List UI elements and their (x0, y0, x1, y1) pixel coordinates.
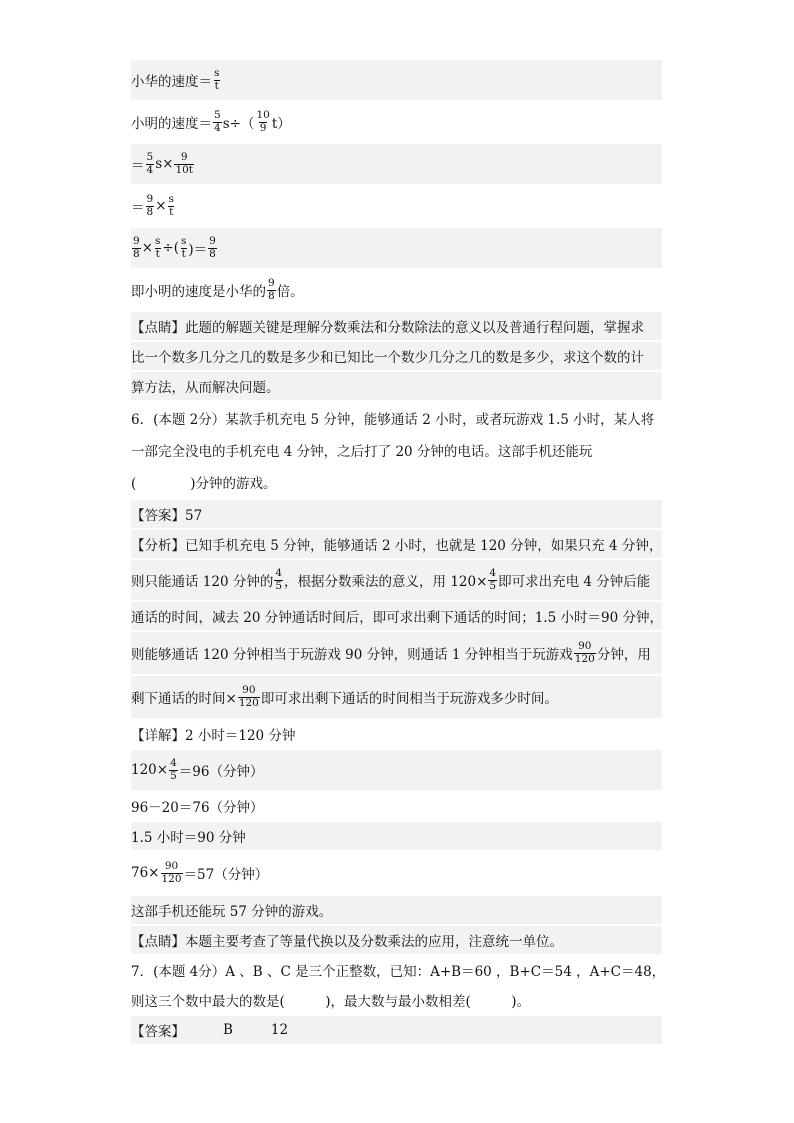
fraction: $\frac{4}{5}$ (489, 567, 497, 592)
analysis-line-1: 【分析】已知手机充电 5 分钟，能够通话 2 小时，也就是 120 分钟，如果只充 4 分钟， (131, 530, 662, 558)
dianjing-line-2: 比一个数多几分之几的数是多少和已知比一个数少几分之几的数是多少，求这个数的计 (131, 342, 662, 370)
question-6-line-2: 一部完全没电的手机充电 4 分钟，之后打了 20 分钟的电话。这部手机还能玩 (131, 444, 593, 460)
fraction: $\frac{9}{8}$ (146, 193, 154, 218)
detail-line-5: 76× $\frac{90}{120}$ ＝57（分钟） (131, 860, 269, 885)
fraction: $\frac{5}{4}$ (214, 109, 221, 134)
line-calc-1: ＝ $\frac{5}{4}$ s× $\frac{9}{10t}$ (131, 144, 662, 184)
fraction: $\frac{9}{8}$ (133, 235, 140, 260)
question-7-line-2: 则这三个数中最大的数是( )，最大数与最小数相差( )。 (131, 994, 531, 1010)
detail-line-1: 【详解】2 小时＝120 分钟 (131, 728, 296, 744)
analysis-line-2: 则只能通话 120 分钟的 $\frac{4}{5}$ ，根据分数乘法的意义，用 120× $\frac{4}{5}$ 即可求出充电 4 分钟后能 (131, 560, 662, 600)
detail-line-3: 96－20＝76（分钟） (131, 800, 264, 816)
fraction: $\frac{s}{t}$ (168, 193, 174, 218)
line-calc-3: $\frac{9}{8}$ × $\frac{s}{t}$ ÷( $\frac{s}{t}$ )＝ $\frac{9}{8}$ (131, 228, 662, 268)
fraction: $\frac{90}{120}$ (161, 860, 182, 885)
fraction: $\frac{5}{4}$ (146, 151, 154, 176)
line-xiaohua-speed: 小华的速度＝ $\frac{s}{t}$ (131, 60, 662, 100)
question-6-line-3: ( )分钟的游戏。 (131, 476, 277, 492)
line-conclusion: 即小明的速度是小华的 $\frac{9}{8}$ 倍。 (131, 277, 304, 302)
dianjing-6: 【点睛】本题主要考查了等量代换以及分数乘法的应用，注意统一单位。 (131, 926, 662, 954)
answer-7: 【答案】 B 12 (131, 1016, 662, 1044)
fraction: $\frac{90}{120}$ (238, 684, 259, 709)
fraction: $\frac{90}{120}$ (574, 640, 595, 665)
fraction: $\frac{s}{t}$ (214, 67, 220, 92)
analysis-line-4: 则能够通话 120 分钟相当于玩游戏 90 分钟，则通话 1 分钟相当于玩游戏 $\frac{90}{120}$ 分钟，用 (131, 632, 662, 674)
fraction: $\frac{10}{9}$ (256, 109, 270, 134)
line-calc-2: ＝ $\frac{9}{8}$ × $\frac{s}{t}$ (131, 193, 174, 218)
detail-line-2: 120× $\frac{4}{5}$ ＝96（分钟） (131, 750, 662, 790)
fraction: $\frac{9}{8}$ (268, 277, 275, 302)
answer-6: 【答案】57 (131, 500, 662, 528)
analysis-line-3: 通话的时间，减去 20 分钟通话时间后，即可求出剩下通话的时间；1.5 小时＝90 分钟， (131, 602, 662, 630)
detail-line-4: 1.5 小时＝90 分钟 (131, 822, 662, 850)
fraction: $\frac{9}{8}$ (209, 235, 216, 260)
fraction: $\frac{s}{t}$ (180, 235, 187, 260)
dianjing-line-1: 【点睛】此题的解题关键是理解分数乘法和分数除法的意义以及普通行程问题，掌握求 (131, 312, 662, 340)
fraction: $\frac{9}{10t}$ (175, 151, 194, 176)
question-7-line-1: 7．(本题 4分）A 、B 、C 是三个正整数，已知：A+B＝60 ，B+C＝54 ，A+C＝48， (131, 964, 666, 980)
question-6-line-1: 6．(本题 2分）某款手机充电 5 分钟，能够通话 2 小时，或者玩游戏 1.5 小时，某人将 (131, 412, 655, 428)
fraction: $\frac{4}{5}$ (170, 757, 177, 782)
analysis-line-5: 剩下通话的时间× $\frac{90}{120}$ 即可求出剩下通话的时间相当于玩游戏多少时间。 (131, 676, 662, 718)
detail-line-6: 这部手机还能玩 57 分钟的游戏。 (131, 896, 662, 924)
dianjing-line-3: 算方法，从而解决问题。 (131, 372, 662, 400)
fraction: $\frac{4}{5}$ (275, 567, 283, 592)
line-xiaoming-speed: 小明的速度＝ $\frac{5}{4}$ s÷（ $\frac{10}{9}$ t） (131, 109, 291, 134)
fraction: $\frac{s}{t}$ (155, 235, 161, 260)
